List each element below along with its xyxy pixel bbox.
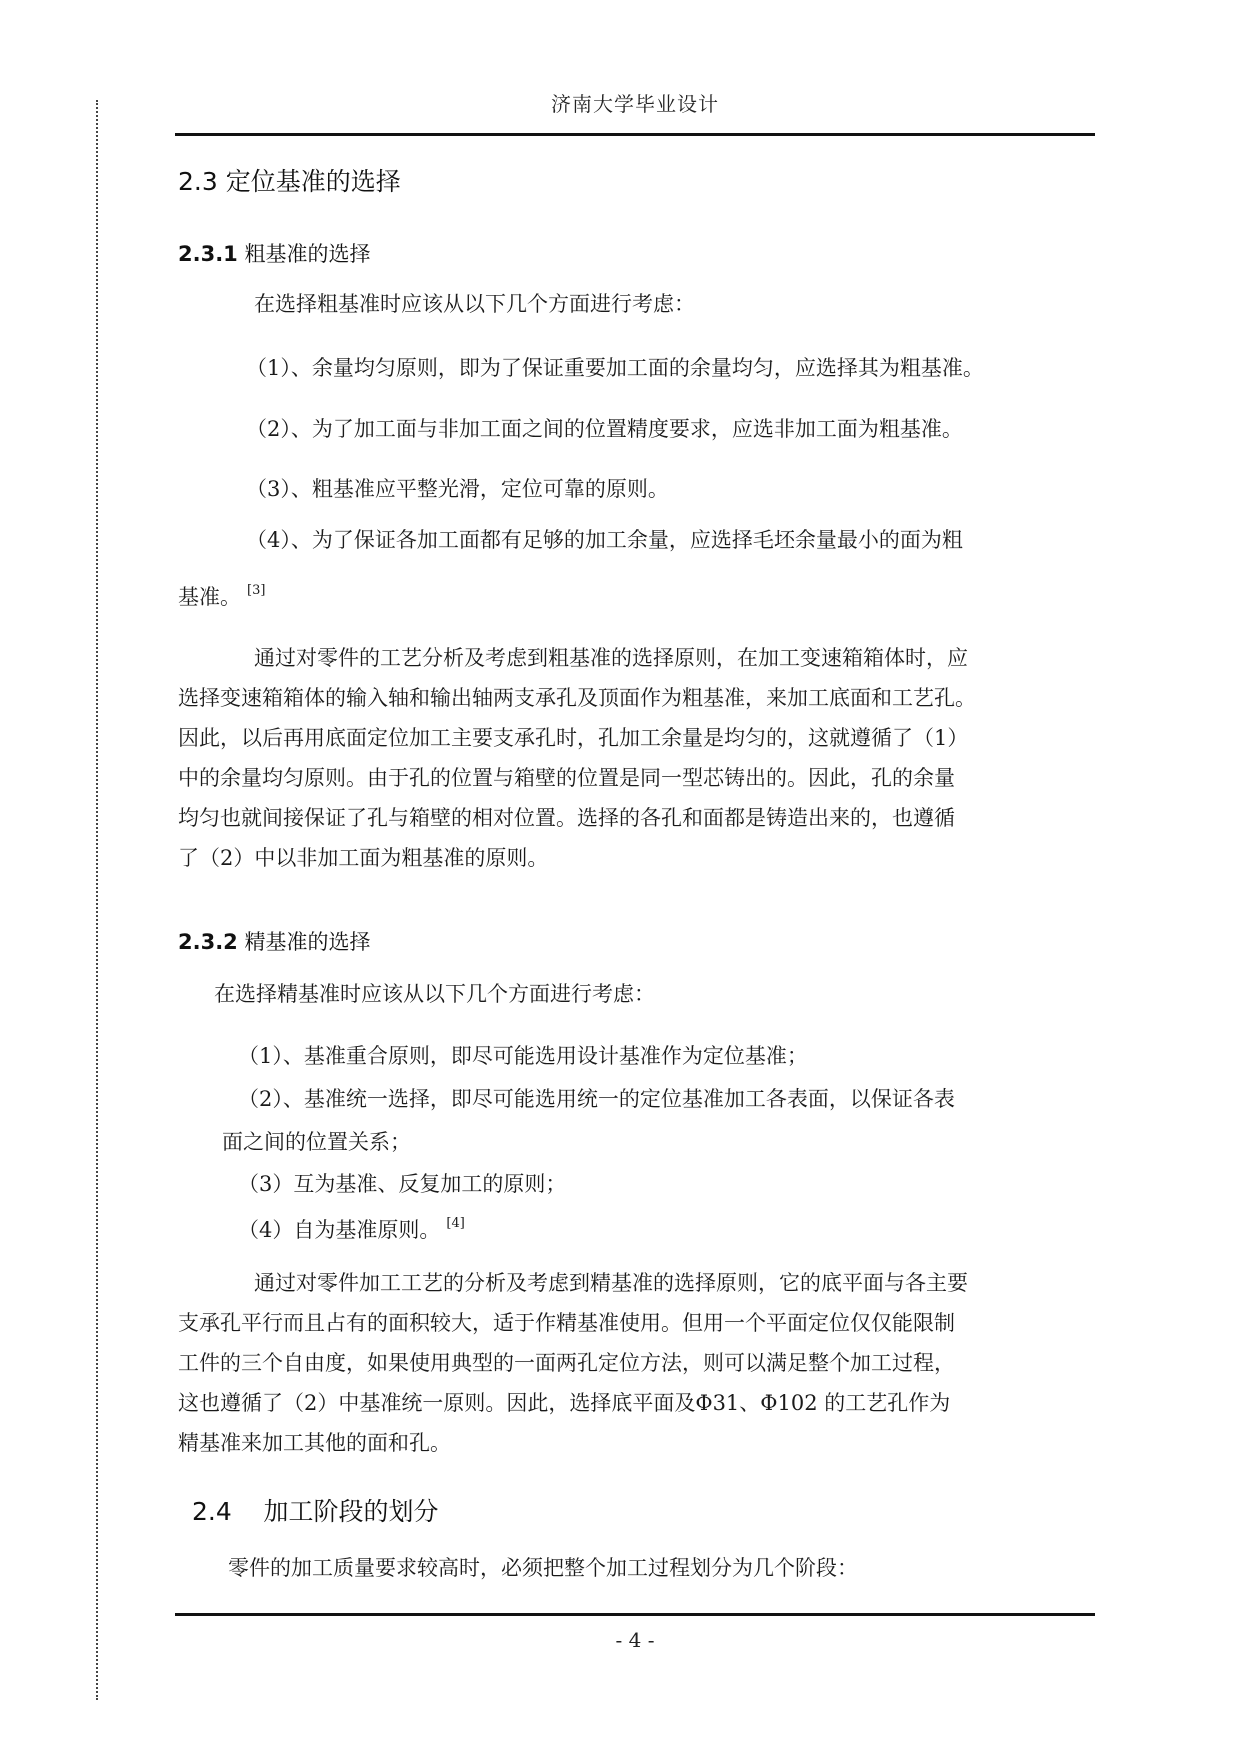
subsection-title: 精基准的选择 (244, 930, 371, 954)
paragraph-line: 了（2）中以非加工面为粗基准的原则。 (178, 846, 549, 870)
citation-4: [4] (446, 1216, 465, 1231)
fine-datum-item-4-text: （4）自为基准原则。 (238, 1218, 441, 1242)
paragraph-line: 精基准来加工其他的面和孔。 (178, 1431, 451, 1455)
citation-3: [3] (247, 583, 266, 598)
header-rule (175, 133, 1095, 136)
paragraph-line: 这也遵循了（2）中基准统一原则。因此，选择底平面及Φ31、Φ102 的工艺孔作为 (178, 1391, 951, 1415)
subsection-number: 2.3.1 (178, 242, 238, 266)
fine-datum-item-1: （1）、基准重合原则，即尽可能选用设计基准作为定位基准； (238, 1044, 808, 1068)
subsection-heading-2-3-1 (178, 238, 370, 268)
subsection-title: 粗基准的选择 (244, 242, 371, 266)
footer-rule (175, 1613, 1095, 1616)
paragraph-line: 因此，以后再用底面定位加工主要支承孔时，孔加工余量是均匀的，这就遵循了（1） (178, 726, 969, 750)
fine-datum-item-4 (238, 1214, 465, 1244)
coarse-datum-item-4-text: 基准。 (178, 585, 241, 609)
paragraph-line: 均匀也就间接保证了孔与箱壁的相对位置。选择的各孔和面都是铸造出来的，也遵循 (178, 806, 955, 830)
paragraph-line: 中的余量均匀原则。由于孔的位置与箱壁的位置是同一型芯铸出的。因此，孔的余量 (178, 766, 955, 790)
paragraph-line: 选择变速箱箱体的输入轴和输出轴两支承孔及顶面作为粗基准，来加工底面和工艺孔。 (178, 686, 976, 710)
coarse-datum-item-3: （3）、粗基准应平整光滑，定位可靠的原则。 (246, 477, 669, 501)
subsection-number: 2.3.2 (178, 930, 238, 954)
fine-datum-item-2-line-1: （2）、基准统一选择，即尽可能选用统一的定位基准加工各表面，以保证各表 (238, 1087, 955, 1111)
coarse-datum-item-1: （1）、余量均匀原则，即为了保证重要加工面的余量均匀，应选择其为粗基准。 (246, 356, 984, 380)
page-number: - 4 - (615, 1628, 655, 1652)
running-header: 济南大学毕业设计 (551, 92, 719, 116)
coarse-datum-intro: 在选择粗基准时应该从以下几个方面进行考虑： (254, 292, 695, 316)
coarse-datum-item-2: （2）、为了加工面与非加工面之间的位置精度要求，应选非加工面为粗基准。 (246, 417, 963, 441)
paragraph-line: 通过对零件加工工艺的分析及考虑到精基准的选择原则，它的底平面与各主要 (254, 1271, 968, 1295)
coarse-datum-item-4-line-2 (178, 581, 265, 611)
fine-datum-paragraph (178, 1263, 1093, 1463)
section-heading-2-3: 2.3 定位基准的选择 (178, 167, 401, 196)
coarse-datum-item-4-line-1: （4）、为了保证各加工面都有足够的加工余量，应选择毛坯余量最小的面为粗 (246, 528, 963, 552)
fine-datum-item-3: （3）互为基准、反复加工的原则； (238, 1172, 567, 1196)
paragraph-line: 支承孔平行而且占有的面积较大，适于作精基准使用。但用一个平面定位仅仅能限制 (178, 1311, 955, 1335)
processing-stages-intro: 零件的加工质量要求较高时，必须把整个加工过程划分为几个阶段： (228, 1556, 858, 1580)
coarse-datum-paragraph (178, 638, 1093, 878)
binding-dotted-line (96, 100, 98, 1700)
fine-datum-intro: 在选择精基准时应该从以下几个方面进行考虑： (214, 982, 655, 1006)
section-heading-2-4: 2.4 加工阶段的划分 (192, 1497, 439, 1526)
paragraph-line: 通过对零件的工艺分析及考虑到粗基准的选择原则，在加工变速箱箱体时，应 (254, 646, 968, 670)
paragraph-line: 工件的三个自由度，如果使用典型的一面两孔定位方法，则可以满足整个加工过程， (178, 1351, 955, 1375)
fine-datum-item-2-line-2: 面之间的位置关系； (222, 1130, 411, 1154)
subsection-heading-2-3-2 (178, 926, 370, 956)
